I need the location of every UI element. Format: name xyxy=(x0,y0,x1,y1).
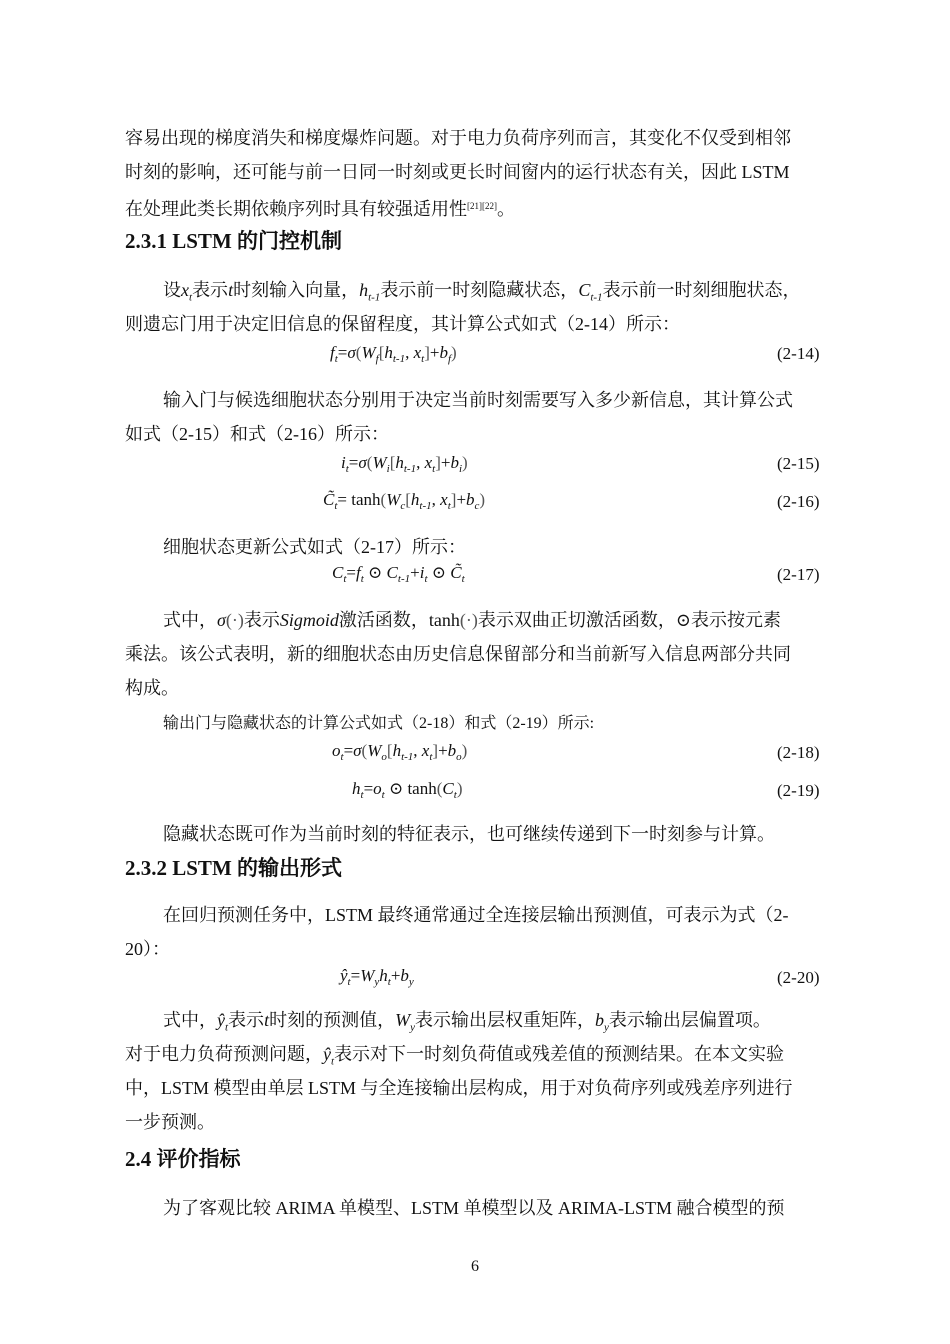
paragraph-evaluation-intro xyxy=(125,1191,837,1225)
equation-forget-gate: $f_t=\sigma(W_f[h_{t-1}$, $x_t]+b_f$) xyxy=(330,343,457,365)
citation-ref[interactable]: [21][22] xyxy=(467,201,497,211)
math-symbol: ⊙ xyxy=(675,610,691,630)
text-span: 表示前一时刻隐藏状态， xyxy=(380,280,579,300)
text-span: 式中， xyxy=(163,610,217,630)
text-span: 表示 xyxy=(243,610,280,630)
text-line xyxy=(125,189,837,223)
text-span: 式中， xyxy=(163,1010,217,1030)
equation-output-gate: $o_t=\sigma(W_o[h_{t-1}$, $x_t]+b_o$) xyxy=(332,741,468,763)
text-line: 容易出现的梯度消失和梯度爆炸问题。对于电力负荷序列而言，其变化不仅受到相邻 xyxy=(125,128,791,148)
math-symbol: tanh xyxy=(428,610,460,630)
paragraph-gate-intro xyxy=(125,273,837,341)
text-line: 如式（2-15）和式（2-16）所示： xyxy=(125,424,389,444)
math-subscript: y xyxy=(410,1021,415,1034)
equation-candidate-cell: $C̃_t= \tanh(W_c[h_{t-1}$, $x_t]+b_c$) xyxy=(323,490,486,512)
text-line: 在回归预测任务中，LSTM 最终通常通过全连接层输出预测值，可表示为式（2- xyxy=(163,905,789,925)
text-span: 表示对下一时刻负荷值或残差值的预测结果。在本文实验 xyxy=(334,1044,785,1064)
text-line: 构成。 xyxy=(125,678,179,698)
paragraph-lstm-intro xyxy=(125,121,837,223)
text-line: 中，LSTM 模型由单层 LSTM 与全连接输出层构成，用于对负荷序列或残差序列进行 xyxy=(125,1078,793,1098)
section-heading-2-3-2: 2.3.2 LSTM 的输出形式 xyxy=(125,856,343,880)
math-symbol: W xyxy=(395,1010,411,1030)
text-span: 时刻的预测值， xyxy=(269,1010,396,1030)
math-subscript: t xyxy=(331,1055,335,1068)
text-line: 为了客观比较 ARIMA 单模型、LSTM 单模型以及 ARIMA-LSTM 融合模型的预 xyxy=(163,1198,785,1218)
text-line: 时刻的影响，还可能与前一日同一时刻或更长时间窗内的运行状态有关，因此 LSTM xyxy=(125,162,790,182)
paragraph-notation xyxy=(125,603,837,705)
math-symbol: t xyxy=(264,1010,270,1030)
text-span: 表示前一时刻细胞状态， xyxy=(602,280,801,300)
text-line xyxy=(125,273,837,307)
math-symbol: σ xyxy=(217,610,226,630)
text-line: 输出门与隐藏状态的计算公式如式（2-18）和式（2-19）所示: xyxy=(163,715,595,732)
math-symbol: C xyxy=(578,280,591,300)
text-span: 表示 xyxy=(228,1010,265,1030)
paragraph-cell-update xyxy=(125,530,837,564)
equation-number: (2-18) xyxy=(777,743,820,762)
math-subscript: t xyxy=(189,291,193,304)
paragraph-regression-output xyxy=(125,898,837,966)
text-span: 表示输出层权重矩阵， xyxy=(414,1010,595,1030)
paragraph-hidden-state xyxy=(125,817,837,851)
math-subscript: y xyxy=(603,1021,609,1034)
math-symbol: b xyxy=(594,1010,604,1030)
text-span: 时刻输入向量， xyxy=(233,280,360,300)
text-line: 隐藏状态既可作为当前时刻的特征表示，也可继续传递到下一时刻参与计算。 xyxy=(163,824,775,844)
math-subscript: t-1 xyxy=(590,291,603,304)
math-symbol: Sigmoid xyxy=(279,610,339,630)
math-symbol: h xyxy=(359,280,369,300)
equation-cell-state: $C_t=f_t$ ⊙ $C_{t-1}+i_t$ ⊙ $C̃_t$ xyxy=(332,563,465,585)
math-symbol: t xyxy=(228,280,234,300)
page-number: 6 xyxy=(471,1258,479,1275)
text-line: 一步预测。 xyxy=(125,1112,215,1132)
text-span: 表示双曲正切激活函数， xyxy=(477,610,676,630)
section-heading-2-3-1: 2.3.1 LSTM 的门控机制 xyxy=(125,229,343,253)
math-symbol: (·) xyxy=(459,610,478,630)
text-span: 表示按元素 xyxy=(690,610,781,630)
equation-number: (2-15) xyxy=(777,454,820,473)
paragraph-input-gate xyxy=(125,383,837,451)
paragraph-output-gate xyxy=(125,707,837,741)
text-line: 输入门与候选细胞状态分别用于决定当前时刻需要写入多少新信息，其计算公式 xyxy=(163,390,793,410)
text-span: 设 xyxy=(163,280,181,300)
math-symbol: ŷ xyxy=(217,1010,225,1030)
equation-hidden-state: $h_t=o_t$ ⊙ $\tanh(C_t)$ xyxy=(352,779,463,801)
text-span: 表示输出层偏置项。 xyxy=(608,1010,771,1030)
equation-input-gate: $i_t=\sigma(W_i[h_{t-1}$, $x_t]+b_i$) xyxy=(341,453,468,475)
text-span: 。 xyxy=(497,199,515,219)
math-symbol: ŷ xyxy=(323,1044,331,1064)
equation-number: (2-20) xyxy=(777,968,820,987)
math-symbol: (·) xyxy=(225,610,244,630)
text-line: 20）： xyxy=(125,939,170,959)
text-span: 对于电力负荷预测问题， xyxy=(125,1044,323,1064)
text-span: 在处理此类长期依赖序列时具有较强适用性 xyxy=(125,199,467,219)
equation-number: (2-19) xyxy=(777,781,820,800)
equation-number: (2-17) xyxy=(777,565,820,584)
math-symbol: x xyxy=(181,280,189,300)
text-span: 表示 xyxy=(192,280,229,300)
text-span: 激活函数， xyxy=(338,610,429,630)
text-line: 乘法。该公式表明，新的细胞状态由历史信息保留部分和当前新写入信息两部分共同 xyxy=(125,644,791,664)
math-subscript: t xyxy=(225,1021,229,1034)
paragraph-prediction-notation xyxy=(125,1003,837,1139)
text-line: 细胞状态更新公式如式（2-17）所示： xyxy=(163,537,466,557)
text-line xyxy=(125,603,837,637)
text-line xyxy=(125,1037,837,1071)
equation-prediction: $ŷ_t=W_yh_t+b_y$ xyxy=(340,966,414,988)
section-heading-2-4: 2.4 评价指标 xyxy=(125,1147,241,1171)
text-line xyxy=(125,1003,837,1037)
text-line: 则遗忘门用于决定旧信息的保留程度，其计算公式如式（2-14）所示： xyxy=(125,314,680,334)
equation-number: (2-16) xyxy=(777,492,820,511)
math-subscript: t-1 xyxy=(368,291,381,304)
equation-number: (2-14) xyxy=(777,344,820,363)
